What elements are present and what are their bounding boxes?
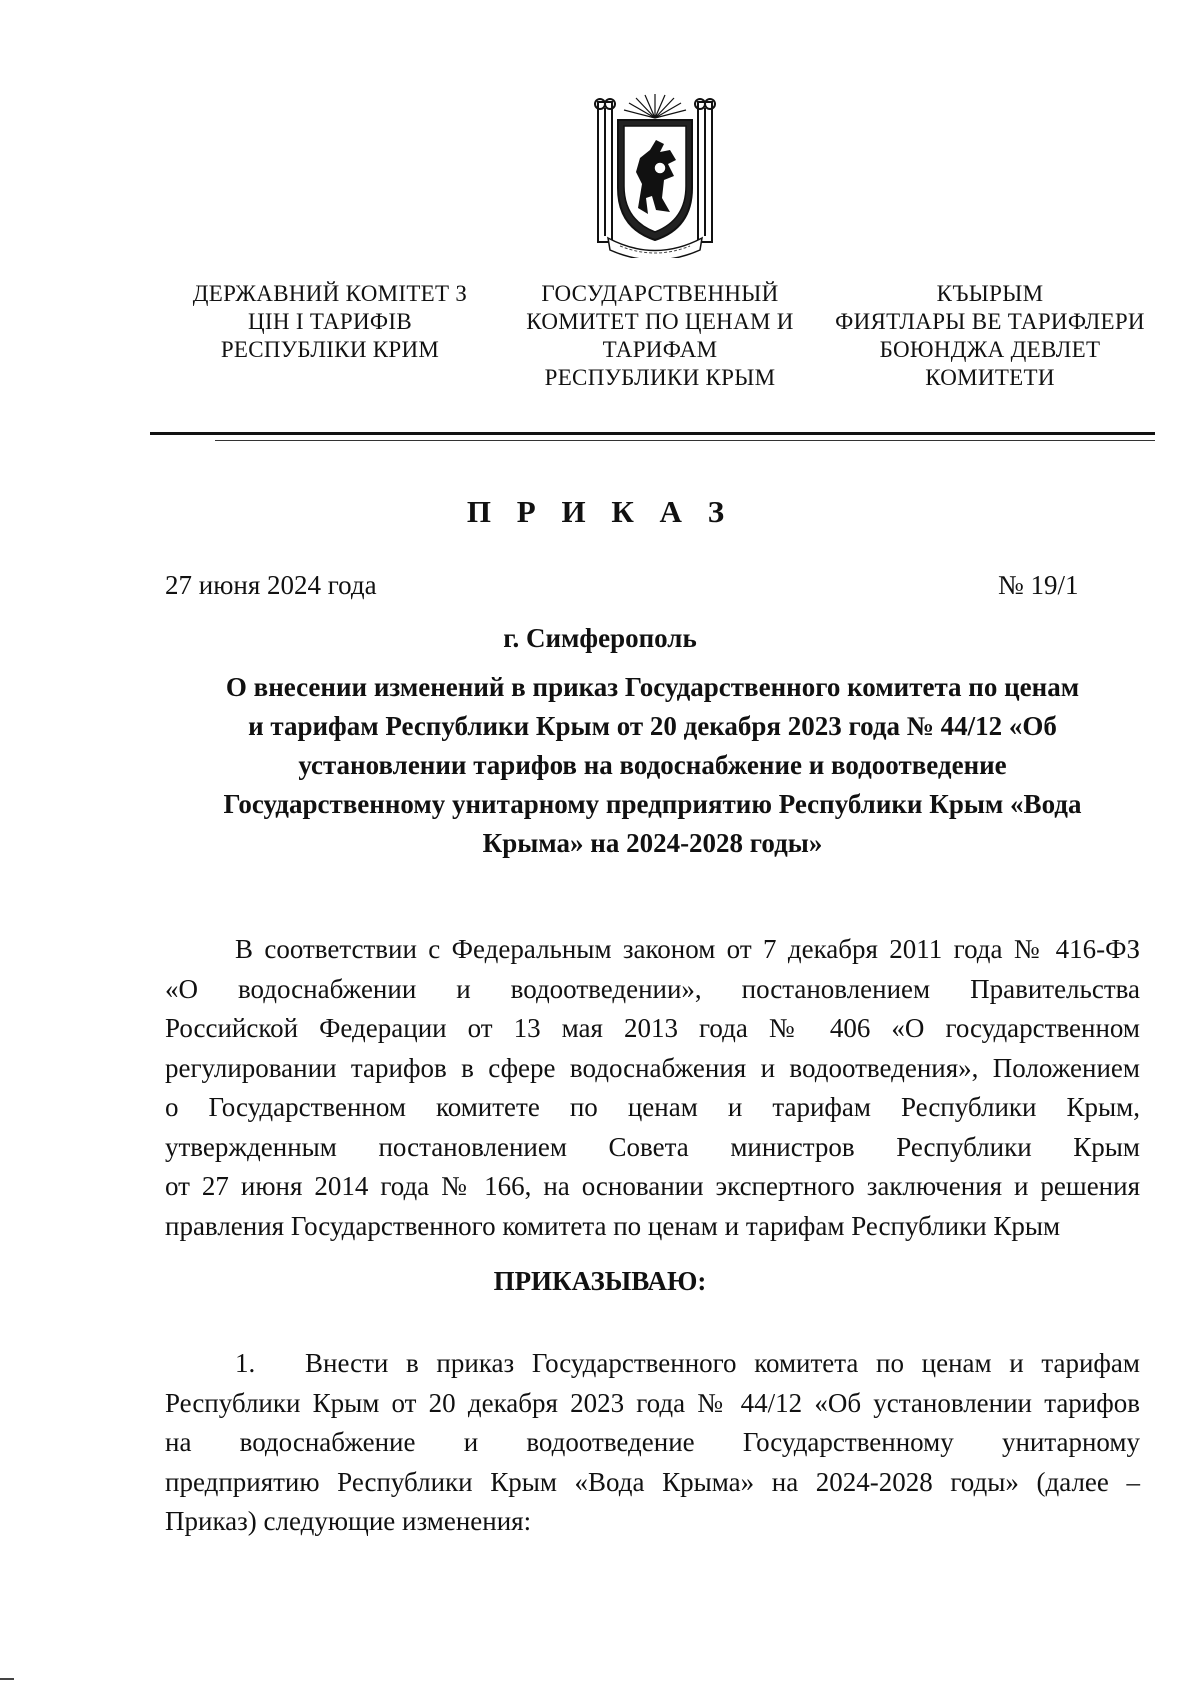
org-name-crimean-tatar	[820, 280, 1160, 392]
preamble-line: утвержденным постановлением Совета министров Республики Крым	[165, 1131, 1140, 1162]
item-line: Приказ) следующие изменения:	[165, 1506, 532, 1536]
org-name-russian	[500, 280, 820, 392]
subject-line: Государственному унитарному предприятию Республики Крым «Вода	[223, 789, 1082, 819]
header-divider-thin	[215, 440, 1155, 441]
document-title: П Р И К А З	[466, 494, 734, 529]
preamble-line: о Государственном комитете по ценам и тарифам Республики Крым,	[165, 1092, 1140, 1122]
org-name-line: РЕСПУБЛИКИ КРЫМ	[544, 365, 776, 390]
org-name-line: КЪЫРЫМ	[936, 281, 1044, 306]
subject-line: Крыма» на 2024-2028 годы»	[482, 828, 823, 858]
preamble-line: В соответствии с Федеральным законом от 7 декабря 2011 года № 416-ФЗ	[235, 934, 1140, 964]
item-line: на водоснабжение и водоотведение Государственному унитарному	[165, 1427, 1140, 1457]
org-name-line: КОМИТЕТ ПО ЦЕНАМ И	[526, 309, 794, 334]
org-name-line: ЦІН І ТАРИФІВ	[247, 309, 413, 334]
item-line	[165, 1344, 1140, 1384]
org-name-line: РЕСПУБЛІКИ КРИМ	[220, 337, 440, 362]
document-subject	[165, 668, 1140, 863]
org-name-line: КОМИТЕТИ	[925, 365, 1055, 390]
subject-line: установлении тарифов на водоснабжение и водоотведение	[298, 750, 1007, 780]
margin-mark	[0, 1678, 14, 1680]
org-name-line: ТАРИФАМ	[602, 337, 718, 362]
item-text: Внести в приказ Государственного комитета по ценам и тарифам	[305, 1348, 1140, 1378]
item-line: предприятию Республики Крым «Вода Крыма» на 2024-2028 годы» (далее –	[165, 1466, 1140, 1497]
document-date: 27 июня 2024 года	[165, 570, 377, 600]
header-divider	[150, 432, 1155, 435]
item-line: Республики Крым от 20 декабря 2023 года № 44/12 «Об установлении тарифов	[165, 1387, 1140, 1418]
crimea-coat-of-arms-icon	[590, 88, 720, 258]
org-name-line: БОЮНДЖА ДЕВЛЕТ	[879, 337, 1101, 362]
preamble-line: от 27 июня 2014 года № 166, на основании экспертного заключения и решения	[165, 1171, 1140, 1201]
subject-line: О внесении изменений в приказ Государственного комитета по ценам	[225, 672, 1080, 702]
preamble-line: регулировании тарифов в сфере водоснабжения и водоотведения», Положением	[165, 1052, 1140, 1083]
preamble-paragraph	[165, 930, 1140, 1246]
item-number: 1.	[235, 1348, 256, 1378]
document-number: № 19/1	[998, 570, 1079, 600]
order-item-1	[165, 1344, 1140, 1542]
preamble-line: «О водоснабжении и водоотведении», постановлением Правительства	[165, 973, 1140, 1004]
preamble-line: правления Государственного комитета по ценам и тарифам Республики Крым	[165, 1210, 1061, 1241]
org-name-line: ДЕРЖАВНИЙ КОМІТЕТ З	[192, 281, 468, 306]
order-heading: ПРИКАЗЫВАЮ:	[493, 1266, 707, 1296]
preamble-line: Российской Федерации от 13 мая 2013 года № 406 «О государственном	[165, 1013, 1140, 1043]
org-name-line: ФИЯТЛАРЫ ВЕ ТАРИФЛЕРИ	[835, 309, 1145, 334]
org-name-ukrainian	[170, 280, 490, 364]
subject-line: и тарифам Республики Крым от 20 декабря 2023 года № 44/12 «Об	[248, 711, 1057, 741]
org-name-line: ГОСУДАРСТВЕННЫЙ	[541, 281, 779, 306]
document-city: г. Симферополь	[503, 623, 697, 653]
